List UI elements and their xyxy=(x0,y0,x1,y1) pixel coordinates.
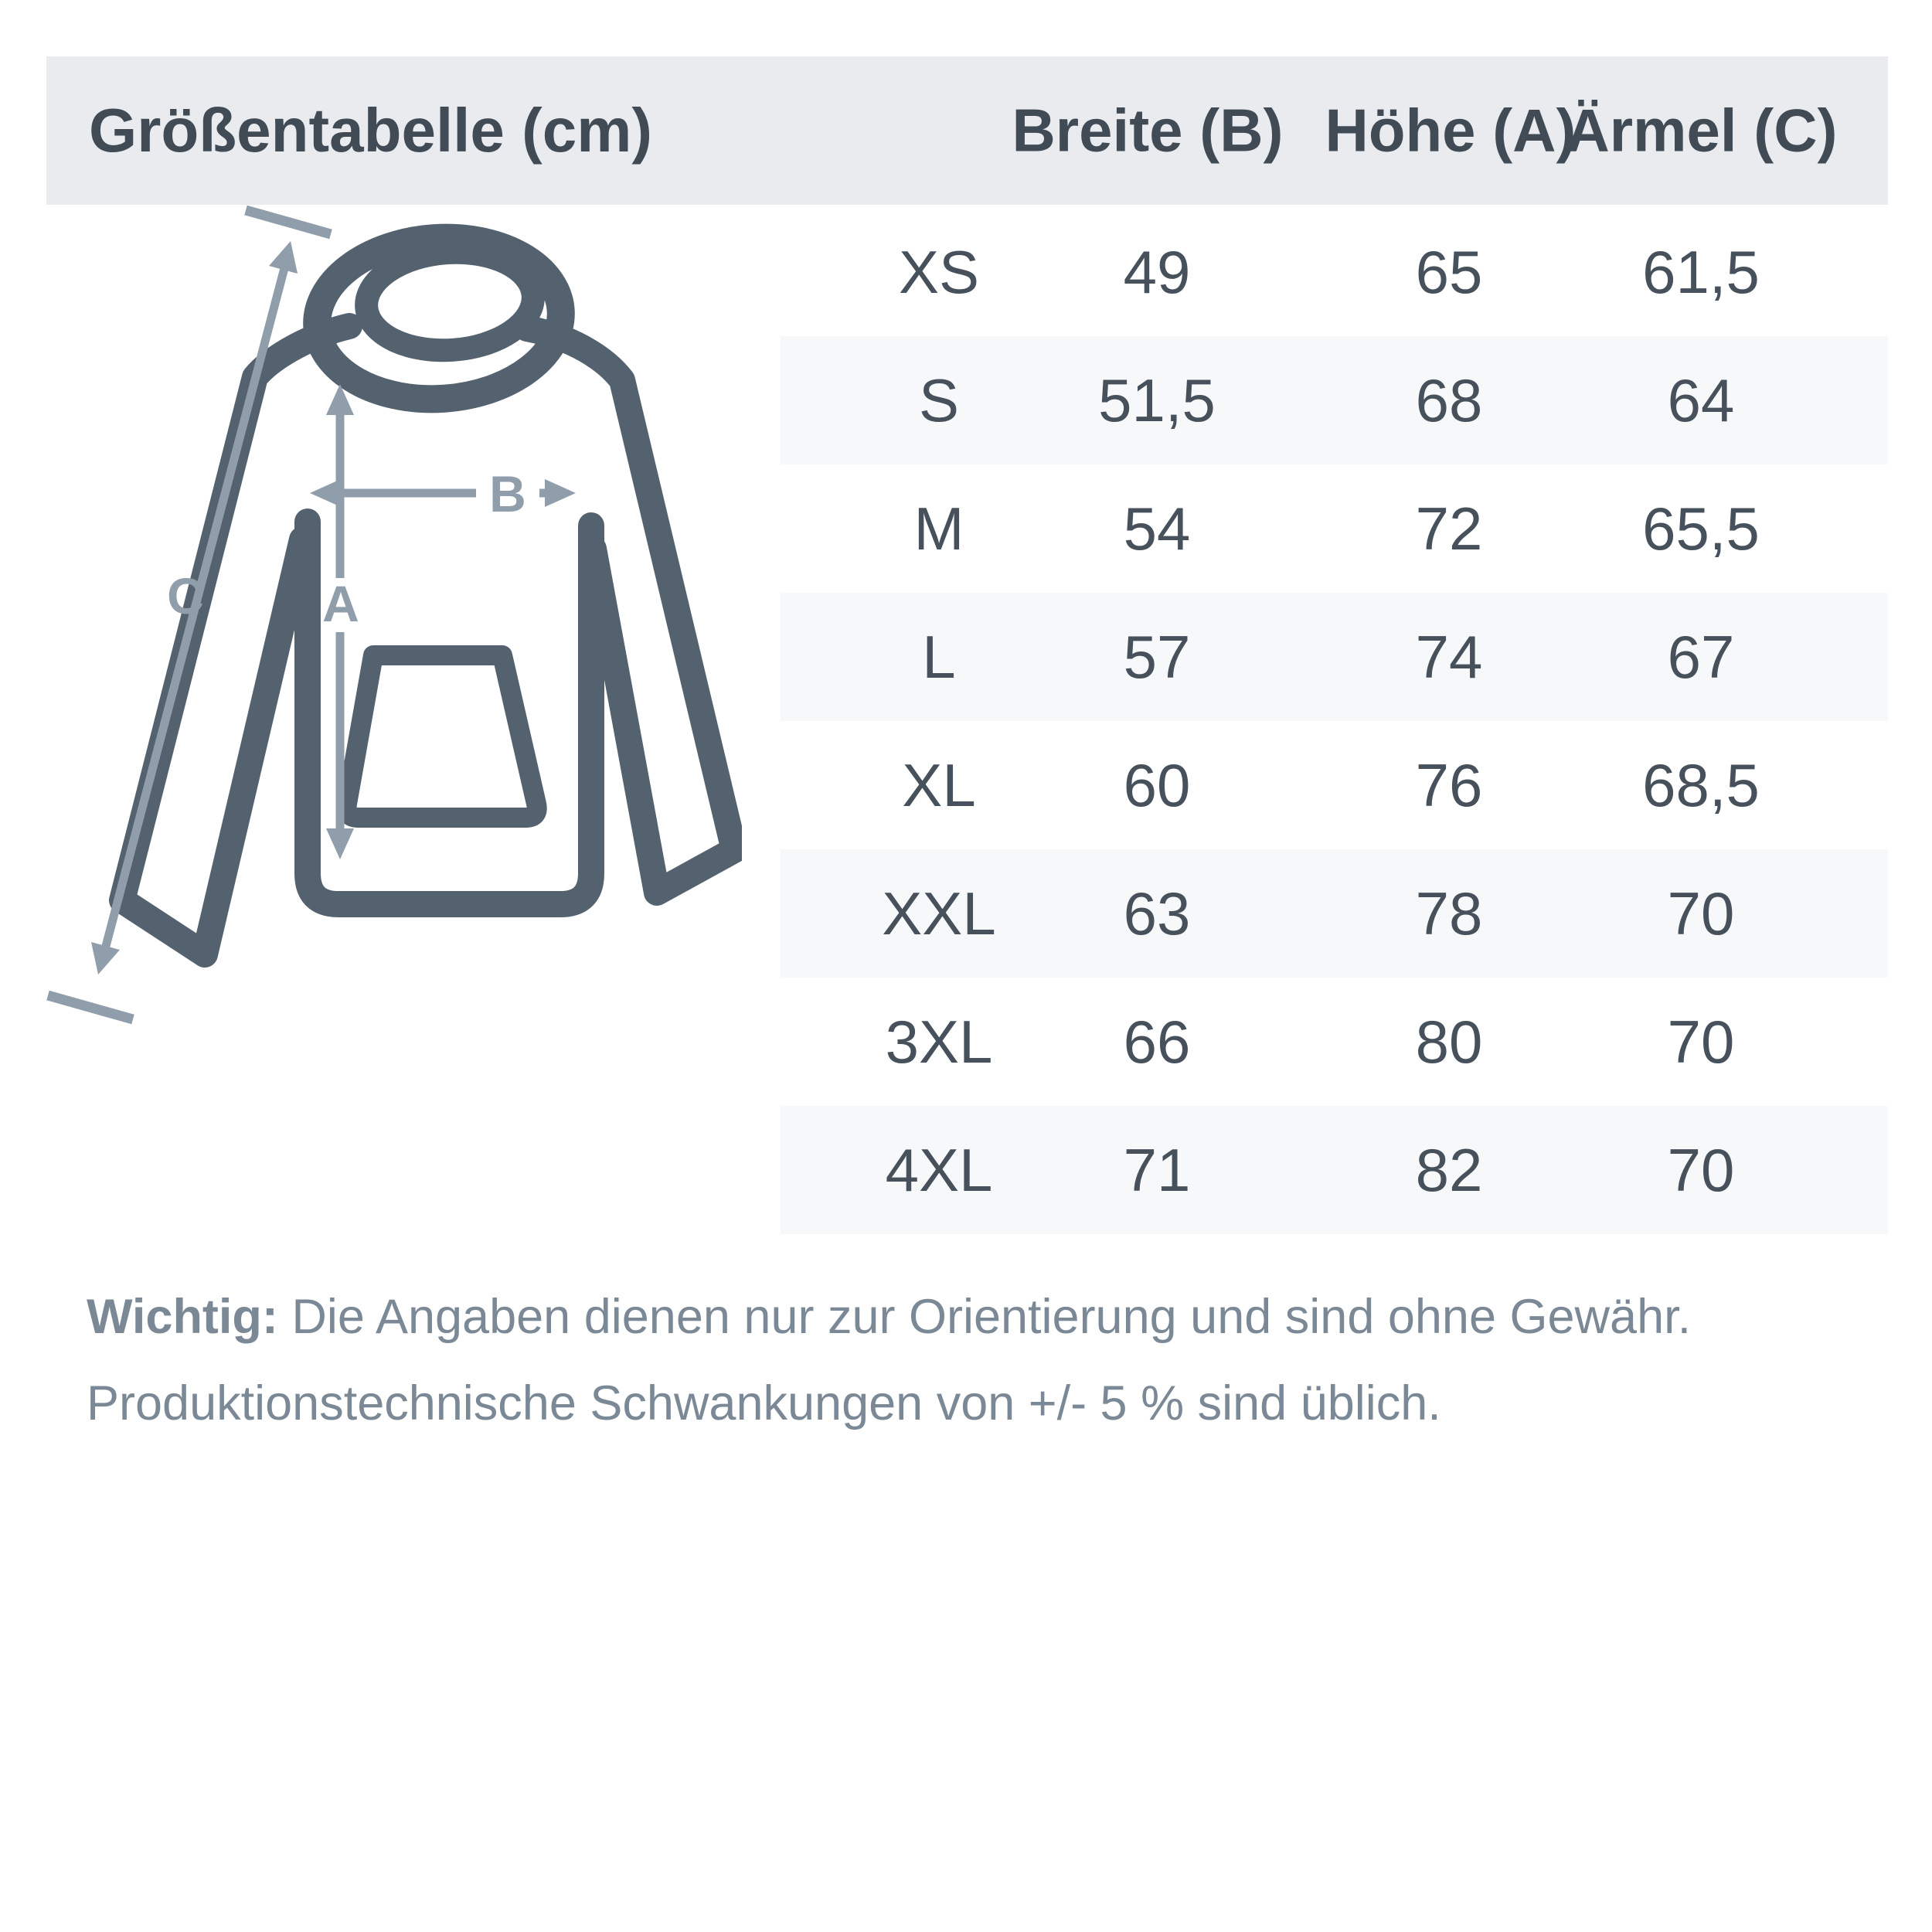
table-row xyxy=(781,721,1888,849)
table-row xyxy=(781,849,1888,978)
size-label: XL xyxy=(902,750,976,819)
aermel-value: 70 xyxy=(1667,879,1735,947)
note-line-2: Produktionstechnische Schwankungen von +/- 5 % sind üblich. xyxy=(87,1376,1441,1430)
aermel-value: 65,5 xyxy=(1642,494,1760,563)
label-b: B xyxy=(489,465,526,522)
hoehe-value: 76 xyxy=(1415,750,1483,819)
hoehe-value: 68 xyxy=(1415,366,1483,434)
note-line-1 xyxy=(87,1274,1895,1360)
table-row xyxy=(781,978,1888,1106)
aermel-value: 61,5 xyxy=(1642,237,1760,306)
aermel-value: 70 xyxy=(1667,1007,1735,1076)
hoodie-outline-icon xyxy=(122,230,734,954)
label-c: C xyxy=(167,567,204,624)
label-a: A xyxy=(322,575,359,632)
table-row xyxy=(781,336,1888,464)
breite-value: 57 xyxy=(1123,622,1191,691)
size-label: L xyxy=(922,622,956,691)
hoehe-value: 82 xyxy=(1415,1135,1483,1204)
size-label: 4XL xyxy=(885,1135,993,1204)
disclaimer-note xyxy=(87,1274,1895,1447)
size-label: XS xyxy=(898,237,980,306)
size-label: S xyxy=(918,366,960,434)
hoehe-value: 80 xyxy=(1415,1007,1483,1076)
size-label: 3XL xyxy=(885,1007,993,1076)
breite-value: 66 xyxy=(1123,1007,1191,1076)
aermel-value: 70 xyxy=(1667,1135,1735,1204)
breite-value: 63 xyxy=(1123,879,1191,947)
hoodie-measurement-diagram xyxy=(46,193,742,1082)
hoehe-value: 78 xyxy=(1415,879,1483,947)
page-title: Größentabelle (cm) xyxy=(89,96,653,165)
arrow-b-icon xyxy=(310,479,576,507)
breite-value: 60 xyxy=(1123,750,1191,819)
table-row xyxy=(781,1106,1888,1234)
breite-value: 49 xyxy=(1123,237,1191,306)
hoehe-value: 72 xyxy=(1415,494,1483,563)
size-label: M xyxy=(913,494,964,563)
table-row xyxy=(781,208,1888,336)
note-line-1-text: Die Angaben dienen nur zur Orientierung und sind ohne Gewähr. xyxy=(291,1290,1692,1344)
aermel-value: 68,5 xyxy=(1642,750,1760,819)
note-bold-prefix: Wichtig: xyxy=(87,1290,278,1344)
size-table xyxy=(781,208,1888,1234)
aermel-value: 64 xyxy=(1667,366,1735,434)
column-header-hoehe: Höhe (A) xyxy=(1325,96,1577,165)
hoehe-value: 74 xyxy=(1415,622,1483,691)
breite-value: 71 xyxy=(1123,1135,1191,1204)
size-label: XXL xyxy=(882,879,996,947)
breite-value: 54 xyxy=(1123,494,1191,563)
column-header-breite: Breite (B) xyxy=(1012,96,1284,165)
table-header-bar xyxy=(46,56,1888,205)
table-row xyxy=(781,593,1888,721)
breite-value: 51,5 xyxy=(1098,366,1216,434)
hoehe-value: 65 xyxy=(1415,237,1483,306)
table-row xyxy=(781,464,1888,593)
column-header-aermel: Ärmel (C) xyxy=(1566,96,1838,165)
aermel-value: 67 xyxy=(1667,622,1735,691)
